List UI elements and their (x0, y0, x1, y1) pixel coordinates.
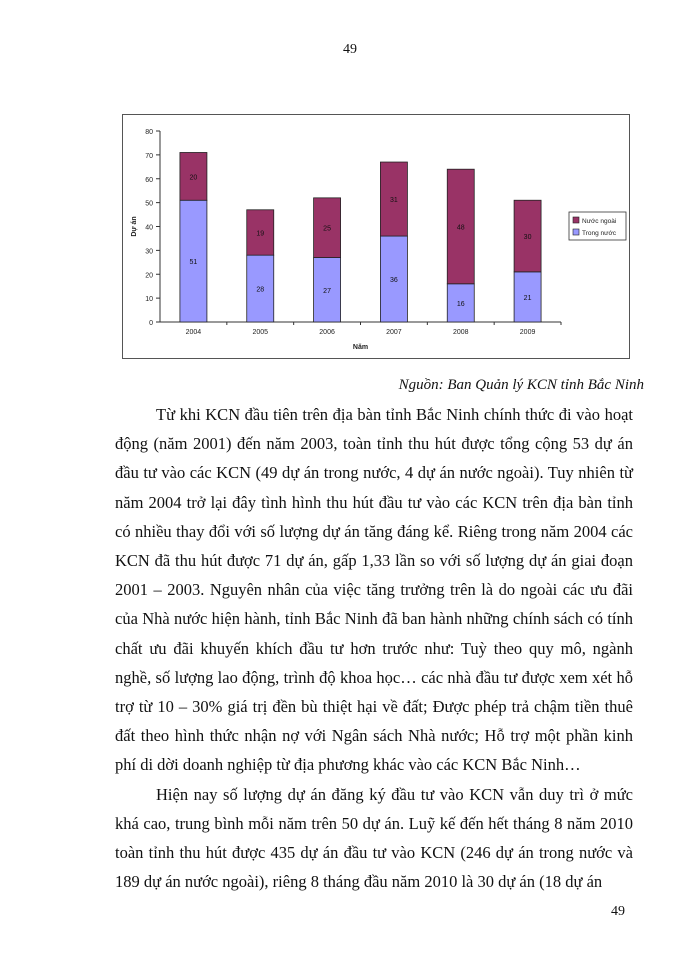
y-tick-label: 50 (145, 200, 153, 208)
bar-data-label: 28 (256, 286, 265, 294)
stacked-bar-chart (123, 115, 629, 358)
bar-data-label: 51 (189, 259, 198, 267)
x-tick-label: 2006 (319, 329, 335, 336)
bar-data-label: 16 (456, 300, 465, 308)
body-text (115, 400, 633, 896)
x-tick-label: 2005 (252, 329, 269, 336)
legend-label-trong-nuoc: Trong nước (582, 230, 617, 237)
bar-data-label: 36 (390, 277, 398, 285)
y-tick-label: 10 (145, 296, 153, 304)
y-tick-label: 30 (145, 248, 153, 256)
bar-data-label: 19 (256, 230, 265, 238)
page-number-top: 49 (343, 42, 357, 57)
legend-label-nuoc-ngoai: Nước ngoài (582, 218, 617, 225)
x-tick-label: 2007 (386, 329, 402, 336)
paragraph-2: Hiện nay số lượng dự án đăng ký đầu tư vào KCN vẫn duy trì ở mức khá cao, trung bình mỗi năm trên 50 dự án. Luỹ kế đến hết tháng 8 năm 2010 toàn tỉnh thu hút được 435 dự án đầu tư vào KCN (246 dự án trong nước và 189 dự án nước ngoài), riêng 8 tháng đầu năm 2010 là 30 dự án (18 dự án (115, 784, 633, 892)
bar-data-label: 30 (523, 234, 532, 242)
paragraph-1: Từ khi KCN đầu tiên trên địa bàn tỉnh Bắc Ninh chính thức đi vào hoạt động (năm 2001) đến năm 2003, toàn tỉnh thu hút được tổng cộng 53 dự án đầu tư vào các KCN (49 dự án trong nước, 4 dự án nước ngoài). Tuy nhiên từ năm 2004 trở lại đây tình hình thu hút đầu tư vào các KCN trên địa bàn tỉnh có nhiều thay đổi với số lượng dự án tăng đáng kể. Riêng trong năm 2004 các KCN đã thu hút được 71 dự án, gấp 1,33 lần so với số lượng dự án giai đoạn 2001 – 2003. Nguyên nhân của việc tăng trưởng trên là do ngoài các ưu đãi của Nhà nước hiện hành, tỉnh Bắc Ninh đã ban hành những chính sách có tính chất ưu đãi khuyến khích đầu tư hơn trước như: Tuỳ theo quy mô, ngành nghề, số lượng lao động, trình độ khoa học… các nhà đầu tư được xem xét hỗ trợ từ 10 – 30% giá trị đền bù thiệt hại về đất; Được phép trả chậm tiền thuê đất theo hình thức nhận nợ với Ngân sách Nhà nước; Hỗ trợ một phần kinh phí di dời doanh nghiệp từ địa phương khác vào các KCN Bắc Ninh… (115, 405, 633, 775)
y-tick-label: 70 (145, 152, 153, 160)
y-tick-label: 60 (145, 176, 153, 184)
page-number-bottom: 49 (611, 904, 625, 919)
y-tick-label: 0 (149, 320, 153, 327)
chart-source-caption: Nguồn: Ban Quản lý KCN tỉnh Bắc Ninh (398, 377, 644, 393)
x-tick-label: 2008 (452, 329, 469, 336)
y-tick-label: 80 (145, 129, 153, 136)
x-axis-title: Năm (352, 344, 369, 351)
y-tick-label: 40 (145, 224, 153, 232)
legend-swatch-nuoc-ngoai (573, 217, 579, 223)
bar-data-label: 20 (189, 174, 198, 182)
y-axis-title: Dự án (131, 216, 138, 237)
bar-data-label: 31 (390, 197, 398, 205)
bar-data-label: 21 (523, 294, 532, 302)
x-tick-label: 2004 (185, 329, 202, 336)
x-tick-label: 2009 (519, 329, 536, 336)
bar-data-label: 25 (323, 225, 331, 233)
chart-container (122, 114, 630, 359)
bar-data-label: 48 (456, 224, 465, 232)
legend-swatch-trong-nuoc (573, 229, 579, 235)
y-tick-label: 20 (145, 272, 153, 280)
bar-data-label: 27 (323, 287, 331, 295)
